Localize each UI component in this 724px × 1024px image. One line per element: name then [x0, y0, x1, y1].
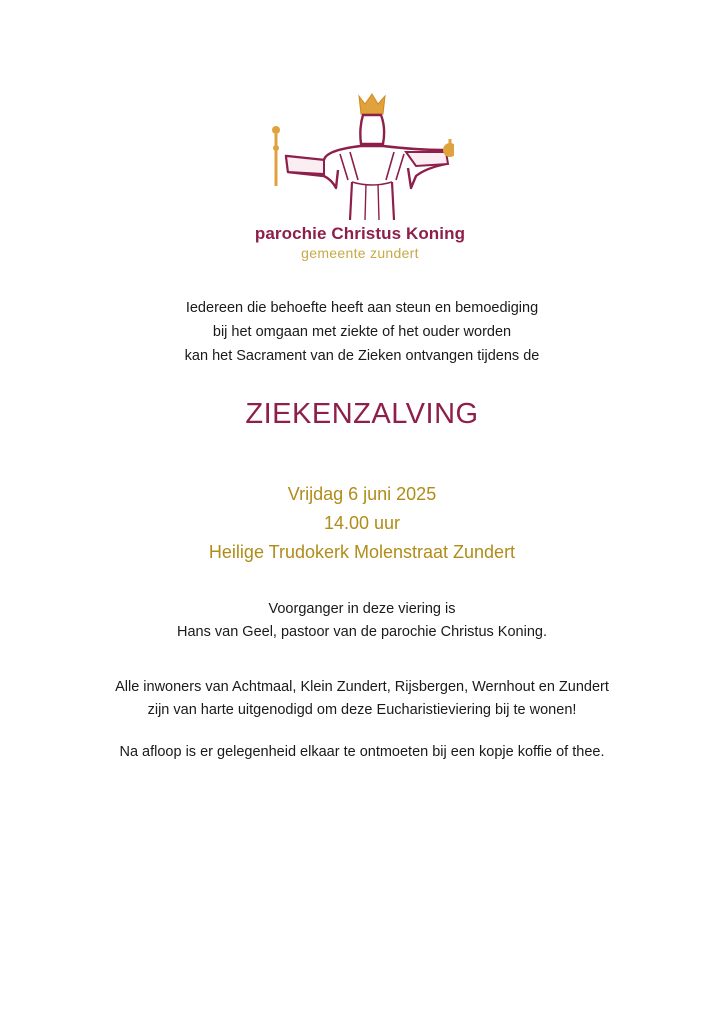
celebrant-text [0, 598, 724, 644]
event-time: 14.00 uur [323, 513, 401, 533]
municipality-name: gemeente zundert [301, 245, 419, 261]
invitation-text [0, 676, 724, 722]
invitation-line: Alle inwoners van Achtmaal, Klein Zundert, Rijsbergen, Wernhout en Zundert [115, 679, 609, 695]
event-location: Heilige Trudokerk Molenstraat Zundert [208, 542, 516, 562]
intro-line: kan het Sacrament van de Zieken ontvangen tijdens de [184, 348, 540, 364]
intro-text [0, 296, 724, 368]
christ-king-icon [266, 88, 454, 223]
celebrant-line: Hans van Geel, pastoor van de parochie Christus Koning. [177, 624, 547, 640]
event-details [0, 480, 724, 567]
parish-name: parochie Christus Koning [254, 224, 466, 243]
parish-logo [240, 88, 480, 268]
celebrant-line: Voorganger in deze viering is [268, 601, 456, 617]
invitation-line: zijn van harte uitgenodigd om deze Eucharistieviering bij te wonen! [147, 702, 577, 718]
page-title: ZIEKENZALVING [245, 398, 479, 430]
intro-line: Iedereen die behoefte heeft aan steun en bemoediging [185, 300, 539, 316]
intro-line: bij het omgaan met ziekte of het ouder worden [212, 324, 512, 340]
event-date: Vrijdag 6 juni 2025 [287, 484, 437, 504]
closing-text: Na afloop is er gelegenheid elkaar te ontmoeten bij een kopje koffie of thee. [119, 744, 605, 760]
